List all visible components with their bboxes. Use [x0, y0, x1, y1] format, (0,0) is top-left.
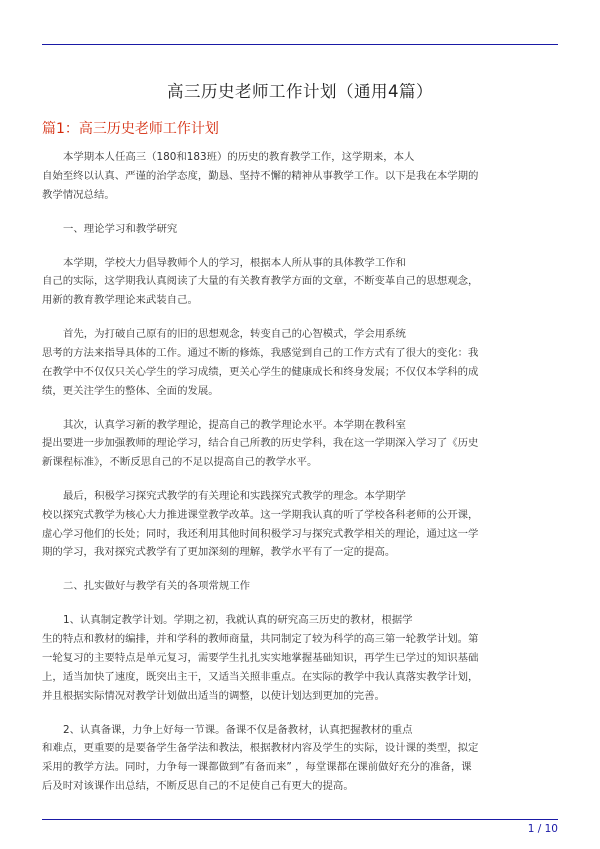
section-heading: 篇1：高三历史老师工作计划	[42, 121, 219, 137]
header-rule	[42, 44, 558, 45]
paragraph-line: 上，适当加快了速度，既突出主干，又适当关照非重点。在实际的教学中我认真落实教学计划，	[42, 670, 479, 683]
paragraph-line: 绩，更关注学生的整体、全面的发展。	[42, 384, 219, 397]
paragraph-line: 并且根据实际情况对教学计划做出适当的调整，以使计划达到更加的完善。	[42, 689, 385, 702]
paragraph-line: 本学期本人任高三（180和183班）的历史的教育教学工作，这学期来，本人	[63, 151, 415, 163]
paragraph-line: 自己的实际，这学期我认真阅读了大量的有关教育教学方面的文章，不断变革自己的思想观念，	[42, 275, 479, 288]
page-number: 1 / 10	[527, 823, 558, 835]
body-paragraph	[42, 325, 558, 400]
body-paragraph	[42, 721, 558, 796]
paragraph-line: 教学情况总结。	[42, 188, 115, 201]
paragraph-line: 自始至终以认真、严谨的治学态度，勤恳、坚持不懈的精神从事教学工作。以下是我在本学期的	[42, 169, 479, 182]
paragraph-line: 一、理论学习和教学研究	[63, 222, 178, 235]
paragraph-line: 提出要进一步加强教师的理论学习，结合自己所教的历史学科，我在这一学期深入学习了《历史	[42, 437, 479, 450]
paragraph-line: 思考的方法来指导具体的工作。通过不断的修炼，我感觉到自己的工作方式有了很大的变化：我	[42, 346, 479, 359]
paragraph-line: 期的学习，我对探究式教学有了更加深刻的理解，教学水平有了一定的提高。	[42, 546, 396, 559]
paragraph-line: 在教学中不仅仅只关心学生的学习成绩，更关心学生的健康成长和终身发展；不仅仅本学科的成	[42, 365, 479, 378]
document-body	[42, 148, 558, 811]
footer-rule	[42, 819, 558, 820]
body-paragraph	[42, 220, 558, 239]
paragraph-line: 新课程标准》，不断反思自己的不足以提高自己的教学水平。	[42, 456, 318, 469]
paragraph-line: 生的特点和教材的编排，并和学科的教师商量，共同制定了较为科学的高三第一轮教学计划。第	[42, 633, 479, 646]
body-paragraph	[42, 254, 558, 310]
body-paragraph	[42, 487, 558, 562]
paragraph-line: 其次，认真学习新的教学理论，提高自己的教学理论水平。本学期在教科室	[63, 418, 406, 431]
paragraph-line: 虚心学习他们的长处；同时，我还利用其他时间积极学习与探究式教学相关的理论，通过这一学	[42, 527, 479, 540]
paragraph-line: 采用的教学方法。同时，力争每一课都做到”有备而来” ，每堂课都在课前做好充分的准备，课	[42, 761, 472, 774]
paragraph-line: 二、扎实做好与教学有关的各项常规工作	[63, 580, 251, 593]
body-paragraph	[42, 416, 558, 472]
paragraph-line: 用新的教育教学理论来武装自己。	[42, 294, 198, 307]
paragraph-line: 校以探究式教学为核心大力推进课堂教学改革。这一学期我认真的听了学校各科老师的公开课，	[42, 508, 479, 521]
paragraph-line: 1、认真制定教学计划。学期之初，我就认真的研究高三历史的教材，根据学	[63, 614, 413, 627]
body-paragraph	[42, 148, 558, 204]
paragraph-line: 一轮复习的主要特点是单元复习，需要学生扎扎实实地掌握基础知识，再学生已学过的知识基础	[42, 652, 479, 665]
paragraph-line: 和难点，更重要的是要备学生备学法和教法，根据教材内容及学生的实际，设计课的类型，拟定	[42, 742, 479, 755]
document-title: 高三历史老师工作计划（通用4篇）	[167, 82, 433, 101]
paragraph-line: 首先，为打破自己原有的旧的思想观念，转变自己的心智模式，学会用系统	[63, 328, 406, 341]
paragraph-line: 最后，积极学习探究式教学的有关理论和实践探究式教学的理念。本学期学	[63, 490, 406, 503]
body-paragraph	[42, 611, 558, 705]
body-paragraph	[42, 577, 558, 596]
paragraph-line: 2、认真备课，力争上好每一节课。备课不仅是备教材，认真把握教材的重点	[63, 723, 413, 736]
paragraph-line: 后及时对该课作出总结，不断反思自己的不足使自己有更大的提高。	[42, 780, 354, 793]
paragraph-line: 本学期，学校大力倡导教师个人的学习，根据本人所从事的具体教学工作和	[63, 256, 406, 269]
